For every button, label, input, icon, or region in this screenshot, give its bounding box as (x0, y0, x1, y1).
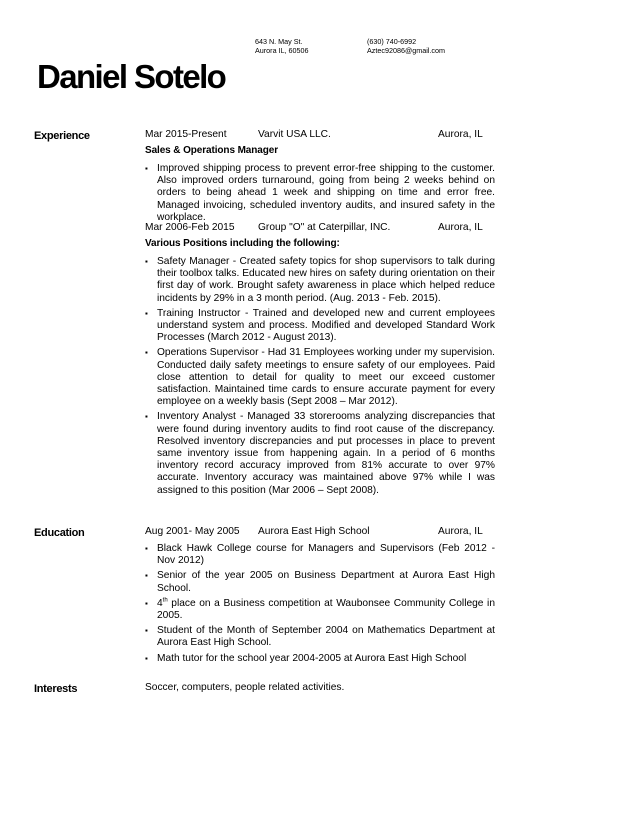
experience-heading: Experience (34, 130, 90, 142)
list-item (145, 570, 495, 594)
job-bullets (145, 163, 495, 224)
resume-name: Daniel Sotelo (37, 58, 226, 95)
bullet-icon: ▪ (145, 257, 148, 266)
job-company: Group "O" at Caterpillar, INC. (258, 222, 391, 233)
list-item (145, 598, 495, 622)
list-item (145, 308, 495, 345)
list-item (145, 256, 495, 305)
phone-number: (630) 740-6992 (367, 37, 417, 46)
bullet-icon: ▪ (145, 348, 148, 358)
list-item (145, 347, 495, 408)
contact-details (367, 37, 445, 56)
bullet-text: Inventory Analyst - Managed 33 storerooms analyzing discrepancies that were found during inventory audits to find root cause of the discrepancy. Resolved inventory discrepancies and put processes in place to prevent same inventory issue from happening again. In a period of 6 months inventory record accuracy improved from 81% accurate to over 97% accurate. Inventory accuracy was maintained above 97% while I was assigned to this position (Mar 2006 – Sept 2008). (157, 411, 495, 496)
job-dates: Mar 2015-Present (145, 129, 227, 140)
education-heading: Education (34, 527, 85, 539)
job-bullets (145, 256, 495, 497)
bullet-text: Improved shipping process to prevent error-free shipping to the customer. Also improved orders turnaround, going from being 2 weeks behind on orders to being ahead 1 week and shipping on time and error free. Managed invoicing, scheduled inventory audits, and insured safety in the workplace. (157, 163, 495, 223)
list-item (145, 625, 495, 649)
bullet-icon: ▪ (145, 308, 148, 318)
interests-heading: Interests (34, 683, 78, 695)
bullet-text: place on a Business competition at Waubonsee Community College in 2005. (157, 597, 495, 622)
bullet-icon: ▪ (145, 164, 148, 173)
job-entry-2 (145, 222, 495, 497)
education-dates: Aug 2001- May 2005 (145, 526, 240, 537)
bullet-text: Student of the Month of September 2004 on Mathematics Department at Aurora East High School. (157, 625, 495, 649)
education-header (145, 526, 495, 540)
ordinal-number: 4 (157, 597, 163, 609)
education-entry (145, 526, 495, 665)
job-entry-1 (145, 129, 495, 224)
contact-address (255, 37, 309, 56)
bullet-text: Black Hawk College course for Managers and Supervisors (Feb 2012 - Nov 2012) (157, 543, 495, 567)
bullet-icon: ▪ (145, 571, 148, 581)
education-bullets (145, 543, 495, 665)
list-item (145, 411, 495, 496)
bullet-text: Safety Manager - Created safety topics for shop supervisors to talk during their toolbox talks. Educated new hires on safety during orientation on their first day of work. Brought safety awareness in place which helped reduce incidents by 29% in a 3 month period. (Aug. 2013 - Feb. 2015). (157, 256, 495, 304)
job-company: Varvit USA LLC. (258, 129, 331, 140)
job-dates: Mar 2006-Feb 2015 (145, 222, 235, 233)
job-header (145, 129, 495, 143)
list-item (145, 543, 495, 567)
bullet-text: Operations Supervisor - Had 31 Employees working under my supervision. Conducted daily safety meetings to ensure safety of our employees. Paid close attention to detail for quality to meet our exceed customer satisfaction. Maintained time cards to ensure accurate payment for every employee on a weekly basis (Sept 2008 – Mar 2012). (157, 347, 495, 408)
bullet-text: Senior of the year 2005 on Business Department at Aurora East High School. (157, 570, 495, 594)
bullet-icon: ▪ (145, 626, 148, 636)
list-item (145, 653, 495, 665)
ordinal-suffix: th (162, 597, 168, 604)
job-title: Various Positions including the following: (145, 238, 340, 249)
bullet-icon: ▪ (145, 412, 148, 422)
job-header (145, 222, 495, 236)
bullet-icon: ▪ (145, 544, 148, 553)
education-location: Aurora, IL (438, 526, 483, 537)
list-item (145, 163, 495, 224)
address-line-2: Aurora IL, 60506 (255, 46, 309, 56)
job-location: Aurora, IL (438, 222, 483, 233)
interests-text: Soccer, computers, people related activities. (145, 682, 345, 693)
bullet-icon: ▪ (145, 653, 148, 663)
job-location: Aurora, IL (438, 129, 483, 140)
bullet-text: Training Instructor - Trained and developed new and current employees understand system and process. Modified and developed Standard Work Processes (March 2012 - August 2013). (157, 307, 495, 344)
bullet-text: Math tutor for the school year 2004-2005 at Aurora East High School (157, 652, 467, 664)
address-line-1: 643 N. May St. (255, 37, 303, 46)
bullet-icon: ▪ (145, 598, 148, 608)
education-school: Aurora East High School (258, 526, 370, 537)
job-title: Sales & Operations Manager (145, 145, 279, 156)
email-address: Aztec92086@gmail.com (367, 46, 446, 56)
